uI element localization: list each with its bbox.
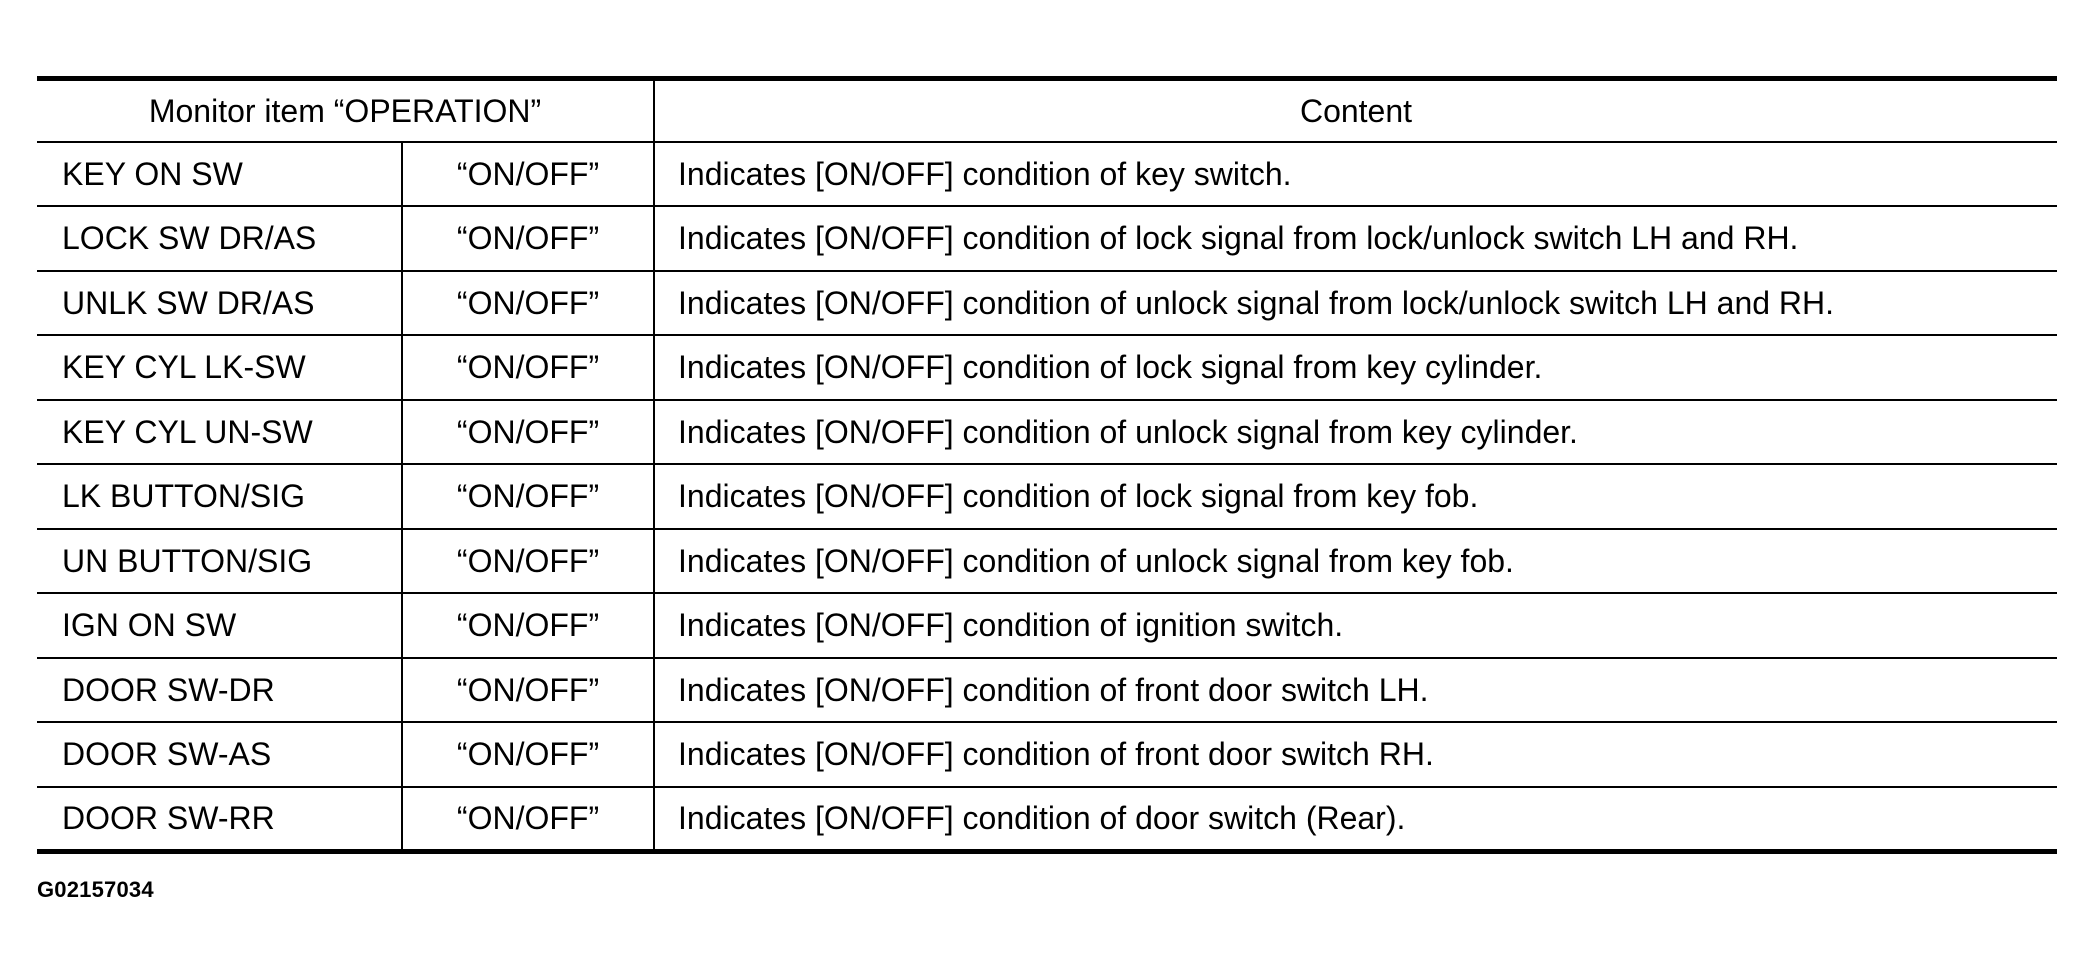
content-cell: Indicates [ON/OFF] condition of unlock signal from key cylinder. [654, 400, 2057, 465]
content-cell: Indicates [ON/OFF] condition of front door switch RH. [654, 722, 2057, 787]
monitor-item-cell: KEY CYL UN-SW [37, 400, 402, 465]
monitor-item-cell: UNLK SW DR/AS [37, 271, 402, 336]
table-body [37, 142, 2057, 852]
content-cell: Indicates [ON/OFF] condition of lock signal from lock/unlock switch LH and RH. [654, 206, 2057, 271]
content-cell: Indicates [ON/OFF] condition of front door switch LH. [654, 658, 2057, 723]
header-row [37, 79, 2057, 142]
value-cell: “ON/OFF” [402, 464, 654, 529]
value-cell: “ON/OFF” [402, 658, 654, 723]
monitor-item-cell: DOOR SW-RR [37, 787, 402, 852]
table-row [37, 593, 2057, 658]
value-cell: “ON/OFF” [402, 593, 654, 658]
table-row [37, 722, 2057, 787]
value-cell: “ON/OFF” [402, 271, 654, 336]
content-cell: Indicates [ON/OFF] condition of door switch (Rear). [654, 787, 2057, 852]
value-cell: “ON/OFF” [402, 335, 654, 400]
table-row [37, 142, 2057, 207]
monitor-item-cell: KEY CYL LK-SW [37, 335, 402, 400]
table-row [37, 400, 2057, 465]
table-row [37, 335, 2057, 400]
value-cell: “ON/OFF” [402, 400, 654, 465]
content-header: Content [654, 79, 2057, 142]
monitor-item-cell: IGN ON SW [37, 593, 402, 658]
figure-code: G02157034 [37, 877, 154, 902]
content-cell: Indicates [ON/OFF] condition of ignition switch. [654, 593, 2057, 658]
monitor-item-cell: DOOR SW-DR [37, 658, 402, 723]
value-cell: “ON/OFF” [402, 722, 654, 787]
content-cell: Indicates [ON/OFF] condition of unlock signal from lock/unlock switch LH and RH. [654, 271, 2057, 336]
table-header [37, 79, 2057, 142]
monitor-item-header: Monitor item “OPERATION” [37, 79, 654, 142]
monitor-item-cell: KEY ON SW [37, 142, 402, 207]
content-cell: Indicates [ON/OFF] condition of unlock signal from key fob. [654, 529, 2057, 594]
content-cell: Indicates [ON/OFF] condition of key switch. [654, 142, 2057, 207]
table-row [37, 787, 2057, 852]
monitor-item-cell: DOOR SW-AS [37, 722, 402, 787]
content-cell: Indicates [ON/OFF] condition of lock signal from key cylinder. [654, 335, 2057, 400]
monitor-item-cell: UN BUTTON/SIG [37, 529, 402, 594]
table-row [37, 271, 2057, 336]
table-row [37, 658, 2057, 723]
table-row [37, 206, 2057, 271]
monitor-item-cell: LOCK SW DR/AS [37, 206, 402, 271]
value-cell: “ON/OFF” [402, 787, 654, 852]
table-row [37, 464, 2057, 529]
operation-monitor-table [37, 76, 2057, 854]
content-cell: Indicates [ON/OFF] condition of lock signal from key fob. [654, 464, 2057, 529]
value-cell: “ON/OFF” [402, 142, 654, 207]
value-cell: “ON/OFF” [402, 529, 654, 594]
value-cell: “ON/OFF” [402, 206, 654, 271]
table-row [37, 529, 2057, 594]
monitor-item-cell: LK BUTTON/SIG [37, 464, 402, 529]
